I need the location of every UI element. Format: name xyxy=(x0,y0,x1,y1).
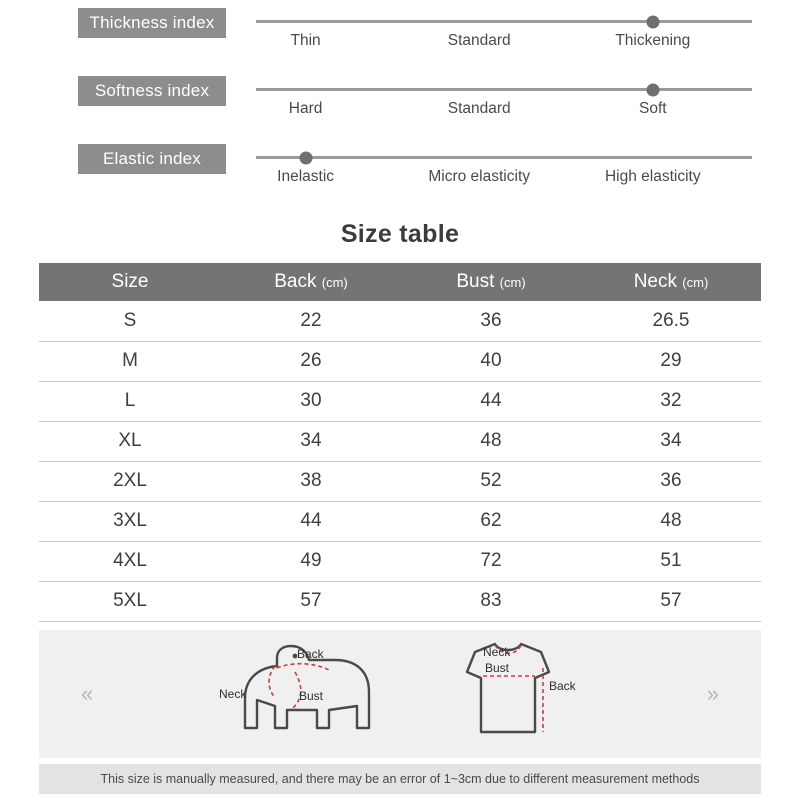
cell-neck: 32 xyxy=(581,381,761,421)
table-row xyxy=(39,541,761,581)
dog-label-back: Back xyxy=(297,646,324,661)
slider-ticks xyxy=(256,100,752,122)
column-header-neck: Neck (cm) xyxy=(581,263,761,301)
cell-bust: 62 xyxy=(401,501,581,541)
index-label-elastic: Elastic index xyxy=(78,144,226,174)
slider-thickness[interactable] xyxy=(256,20,752,54)
cell-back: 57 xyxy=(221,581,401,621)
cell-size: XL xyxy=(39,421,221,461)
prev-arrow-icon[interactable]: « xyxy=(81,680,94,706)
cell-size: M xyxy=(39,341,221,381)
shirt-label-back: Back xyxy=(549,678,576,693)
column-header-bust: Bust (cm) xyxy=(401,263,581,301)
cell-neck: 36 xyxy=(581,461,761,501)
cell-neck: 48 xyxy=(581,501,761,541)
cell-back: 26 xyxy=(221,341,401,381)
cell-back: 38 xyxy=(221,461,401,501)
cell-neck: 51 xyxy=(581,541,761,581)
tick-label: Thin xyxy=(290,32,321,49)
index-label-thickness: Thickness index xyxy=(78,8,226,38)
dog-diagram-icon xyxy=(217,636,392,751)
slider-thumb[interactable] xyxy=(299,151,312,164)
table-row xyxy=(39,301,761,341)
cell-back: 22 xyxy=(221,301,401,341)
column-header-back: Back (cm) xyxy=(221,263,401,301)
tick-label: Inelastic xyxy=(277,168,335,185)
index-block xyxy=(0,0,800,204)
cell-neck: 34 xyxy=(581,421,761,461)
tick-label: Standard xyxy=(447,32,511,49)
cell-back: 34 xyxy=(221,421,401,461)
cell-bust: 48 xyxy=(401,421,581,461)
cell-size: 4XL xyxy=(39,541,221,581)
table-row xyxy=(39,381,761,421)
shirt-label-neck: Neck xyxy=(483,644,511,659)
cell-bust: 52 xyxy=(401,461,581,501)
table-row xyxy=(39,581,761,621)
index-row-thickness xyxy=(0,0,800,68)
cell-neck: 57 xyxy=(581,581,761,621)
tick-label: Micro elasticity xyxy=(428,168,531,185)
table-row xyxy=(39,341,761,381)
cell-back: 30 xyxy=(221,381,401,421)
table-row xyxy=(39,461,761,501)
index-row-softness xyxy=(0,68,800,136)
tick-label: Thickening xyxy=(615,32,691,49)
table-header-row xyxy=(39,263,761,301)
index-label-softness: Softness index xyxy=(78,76,226,106)
cell-neck: 29 xyxy=(581,341,761,381)
measurement-note: This size is manually measured, and there may be an error of 1~3cm due to different measurement methods xyxy=(39,764,761,794)
size-table-title: Size table xyxy=(340,220,460,248)
tick-label: High elasticity xyxy=(604,168,701,185)
shirt-diagram-icon xyxy=(439,636,589,751)
slider-track[interactable] xyxy=(256,156,752,159)
cell-bust: 72 xyxy=(401,541,581,581)
cell-size: 3XL xyxy=(39,501,221,541)
shirt-label-bust: Bust xyxy=(485,660,510,675)
cell-size: 5XL xyxy=(39,581,221,621)
tick-label: Hard xyxy=(288,100,323,117)
cell-back: 49 xyxy=(221,541,401,581)
cell-size: L xyxy=(39,381,221,421)
measurement-illustration xyxy=(39,630,761,758)
cell-bust: 44 xyxy=(401,381,581,421)
table-row xyxy=(39,501,761,541)
slider-thumb[interactable] xyxy=(646,15,659,28)
next-arrow-icon[interactable]: » xyxy=(706,680,719,706)
slider-ticks xyxy=(256,32,752,54)
cell-bust: 40 xyxy=(401,341,581,381)
dog-label-neck: Neck xyxy=(219,686,247,701)
cell-bust: 36 xyxy=(401,301,581,341)
cell-back: 44 xyxy=(221,501,401,541)
slider-ticks xyxy=(256,168,752,190)
index-row-elastic xyxy=(0,136,800,204)
dog-label-bust: Bust xyxy=(299,688,324,703)
tick-label: Soft xyxy=(639,100,667,117)
cell-size: S xyxy=(39,301,221,341)
tick-label: Standard xyxy=(447,100,511,117)
column-header-size: Size xyxy=(39,263,221,301)
table-row xyxy=(39,421,761,461)
slider-track[interactable] xyxy=(256,20,752,23)
slider-thumb[interactable] xyxy=(646,83,659,96)
slider-elastic[interactable] xyxy=(256,156,752,190)
cell-size: 2XL xyxy=(39,461,221,501)
cell-neck: 26.5 xyxy=(581,301,761,341)
slider-softness[interactable] xyxy=(256,88,752,122)
cell-bust: 83 xyxy=(401,581,581,621)
size-table xyxy=(39,263,761,622)
slider-track[interactable] xyxy=(256,88,752,91)
